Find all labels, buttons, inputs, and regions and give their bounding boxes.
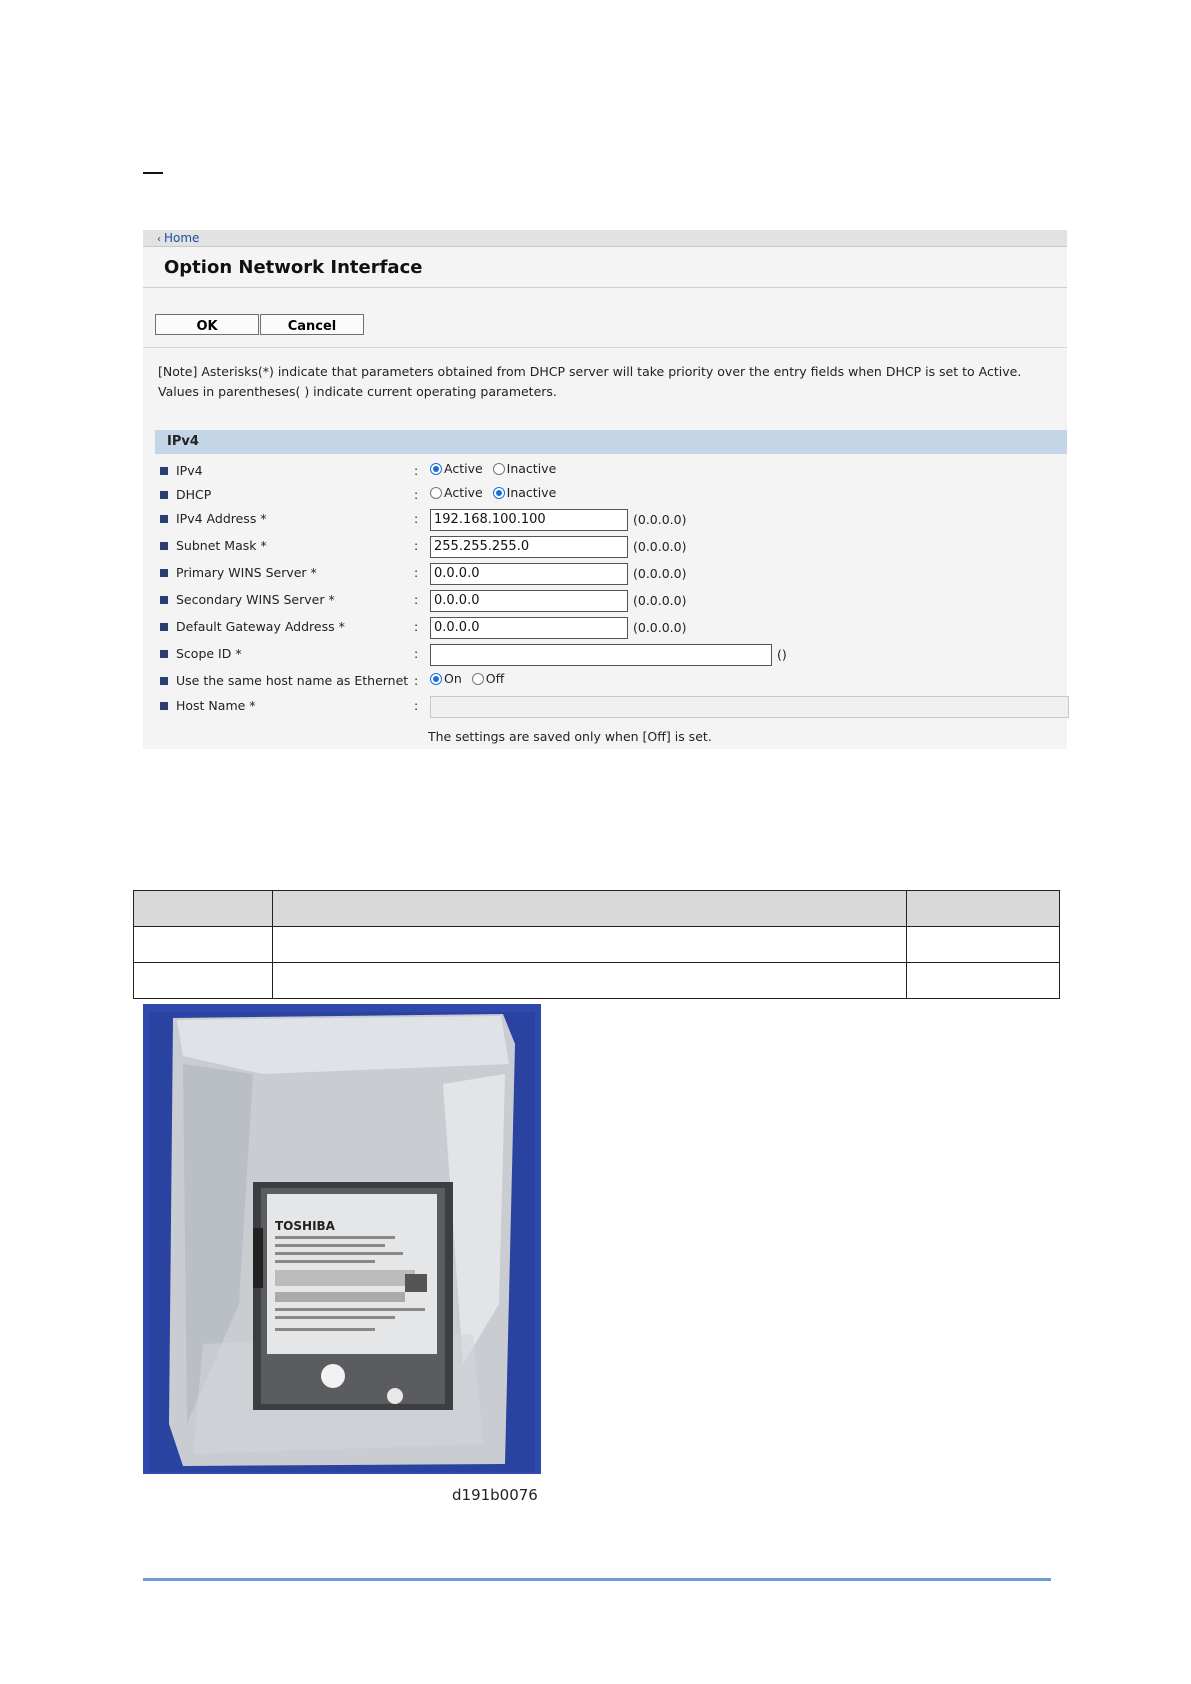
dhcp-active-radio[interactable] <box>430 487 442 499</box>
ipv4-active-radio[interactable] <box>430 463 442 475</box>
radio-label: Active <box>444 461 483 476</box>
radio-label: On <box>444 671 462 686</box>
table-header-cell <box>907 891 1060 927</box>
colon: : <box>414 646 419 661</box>
bullet-square-icon <box>160 650 168 658</box>
row-label: Secondary WINS Server * <box>176 592 335 607</box>
note-text <box>158 362 1058 402</box>
table-header-cell <box>273 891 907 927</box>
row-secondary-wins <box>159 590 1059 612</box>
saved-note: The settings are saved only when [Off] is set. <box>428 729 712 744</box>
figure-code: d191b0076 <box>452 1486 538 1504</box>
row-ipv4 <box>159 461 1059 483</box>
current-value: (0.0.0.0) <box>633 593 687 608</box>
table-cell <box>134 927 273 963</box>
row-label: Subnet Mask * <box>176 538 267 553</box>
parts-table <box>133 890 1060 999</box>
row-label: Host Name * <box>176 698 256 713</box>
section-header-ipv4 <box>155 430 1067 454</box>
current-value: () <box>777 647 787 662</box>
table-header-row <box>134 891 1060 927</box>
table-cell <box>134 963 273 999</box>
row-default-gateway <box>159 617 1059 639</box>
drive-brand-label: TOSHIBA <box>275 1219 335 1233</box>
colon: : <box>414 538 419 553</box>
row-label: Scope ID * <box>176 646 242 661</box>
bullet-square-icon <box>160 515 168 523</box>
primary-wins-input[interactable]: 0.0.0.0 <box>430 563 628 585</box>
table-cell <box>907 927 1060 963</box>
same-host-on-radio[interactable] <box>430 673 442 685</box>
table-row <box>134 963 1060 999</box>
colon: : <box>414 565 419 580</box>
row-label: Use the same host name as Ethernet <box>176 673 409 688</box>
current-value: (0.0.0.0) <box>633 539 687 554</box>
ok-button[interactable]: OK <box>155 314 259 335</box>
row-subnet-mask <box>159 536 1059 558</box>
chevron-left-icon: ‹ <box>157 234 161 245</box>
bullet-square-icon <box>160 467 168 475</box>
page-title: Option Network Interface <box>164 257 423 278</box>
row-label: DHCP <box>176 487 212 502</box>
bullet-square-icon <box>160 596 168 604</box>
hard-drive-illustration <box>143 1004 541 1474</box>
dhcp-inactive-radio[interactable] <box>493 487 505 499</box>
section-title: IPv4 <box>167 434 199 449</box>
current-value: (0.0.0.0) <box>633 512 687 527</box>
colon: : <box>414 511 419 526</box>
row-same-host-name <box>159 671 1059 693</box>
radio-label: Off <box>485 671 505 686</box>
row-scope-id <box>159 644 1059 666</box>
row-label: IPv4 Address * <box>176 511 267 526</box>
radio-label: Active <box>444 485 483 500</box>
host-name-input <box>430 696 1069 718</box>
colon: : <box>414 673 419 688</box>
secondary-wins-input[interactable]: 0.0.0.0 <box>430 590 628 612</box>
table-cell <box>273 927 907 963</box>
footer-rule <box>143 1578 1051 1581</box>
radio-label: Inactive <box>506 485 557 500</box>
ipv4-inactive-radio[interactable] <box>493 463 505 475</box>
colon: : <box>414 463 419 478</box>
colon: : <box>414 487 419 502</box>
row-dhcp <box>159 485 1059 507</box>
radio-label: Inactive <box>506 461 557 476</box>
colon: : <box>414 698 419 713</box>
same-host-off-radio[interactable] <box>472 673 484 685</box>
heading-dash <box>143 172 163 174</box>
colon: : <box>414 619 419 634</box>
option-network-interface-panel <box>143 230 1067 749</box>
table-header-cell <box>134 891 273 927</box>
row-ipv4-address <box>159 509 1059 531</box>
bullet-square-icon <box>160 623 168 631</box>
default-gateway-input[interactable]: 0.0.0.0 <box>430 617 628 639</box>
cancel-button[interactable]: Cancel <box>260 314 364 335</box>
home-link-label: Home <box>164 231 200 245</box>
row-label: Primary WINS Server * <box>176 565 317 580</box>
current-value: (0.0.0.0) <box>633 620 687 635</box>
table-cell <box>907 963 1060 999</box>
colon: : <box>414 592 419 607</box>
subnet-mask-input[interactable]: 255.255.255.0 <box>430 536 628 558</box>
bullet-square-icon <box>160 702 168 710</box>
table-row <box>134 927 1060 963</box>
home-link[interactable] <box>157 231 199 245</box>
row-label: Default Gateway Address * <box>176 619 345 634</box>
note-line-2: Values in parentheses( ) indicate current operating parameters. <box>158 384 557 399</box>
bullet-square-icon <box>160 542 168 550</box>
ipv4-address-input[interactable]: 192.168.100.100 <box>430 509 628 531</box>
current-value: (0.0.0.0) <box>633 566 687 581</box>
bullet-square-icon <box>160 569 168 577</box>
hard-drive-photo <box>143 1004 541 1474</box>
table-cell <box>273 963 907 999</box>
row-label: IPv4 <box>176 463 203 478</box>
divider <box>143 347 1067 348</box>
note-line-1: [Note] Asterisks(*) indicate that parameters obtained from DHCP server will take priority over the entry fields when DHCP is set to Active. <box>158 364 1022 379</box>
row-host-name <box>159 696 1059 718</box>
home-bar <box>143 230 1067 247</box>
bullet-square-icon <box>160 677 168 685</box>
divider <box>143 287 1067 288</box>
scope-id-input[interactable] <box>430 644 772 666</box>
bullet-square-icon <box>160 491 168 499</box>
row-primary-wins <box>159 563 1059 585</box>
